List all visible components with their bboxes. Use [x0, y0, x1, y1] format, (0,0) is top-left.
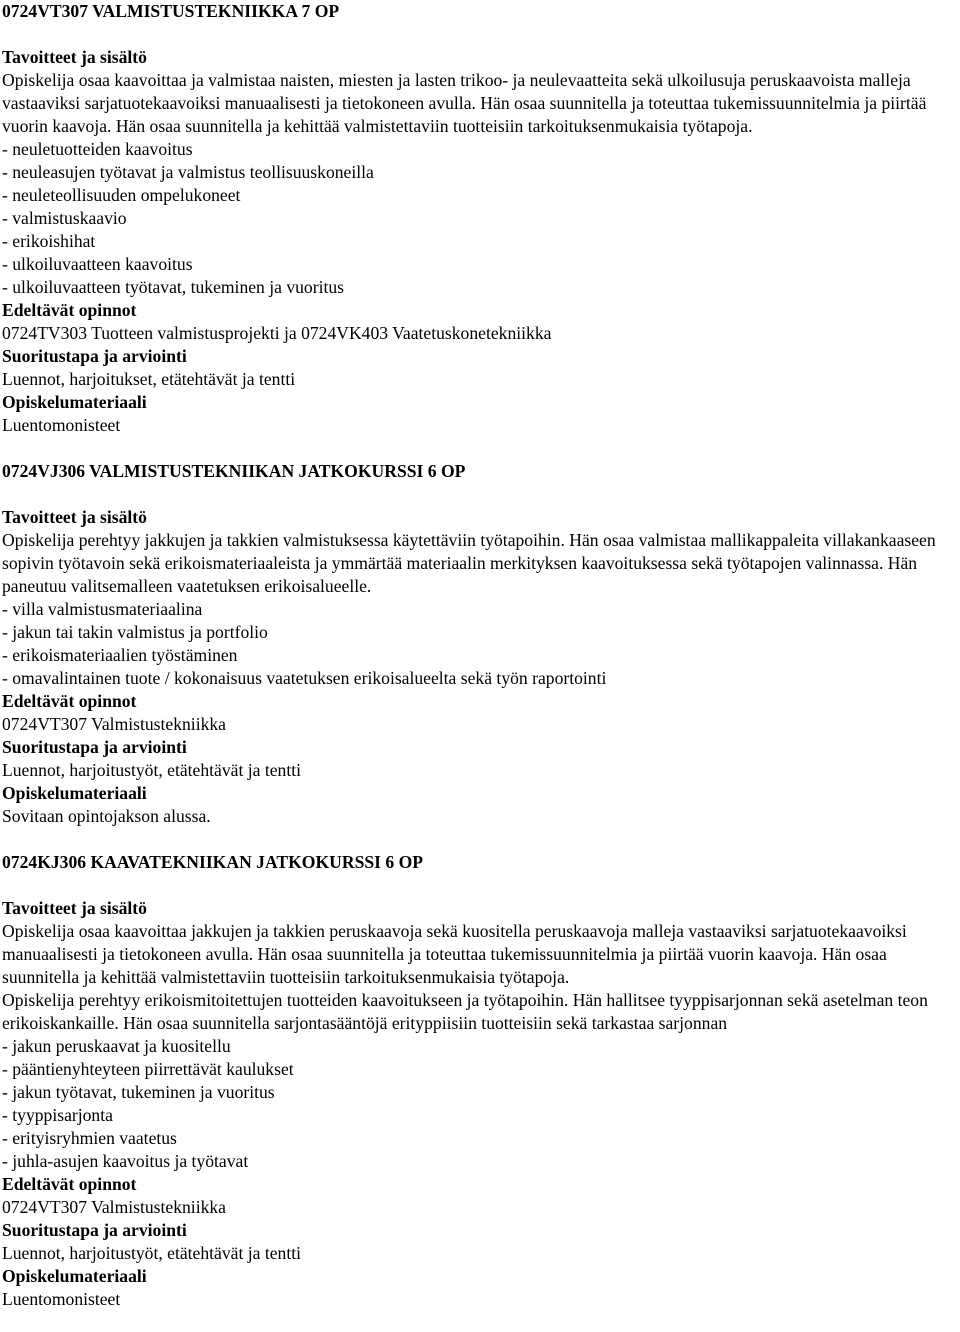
goals-text-second: Opiskelija perehtyy erikoismitoitettujen tuotteiden kaavoitukseen ja työtapoihin. Hän hallitsee tyyppisarjonnan sekä asetelman teon erikoiskankaille. Hän osaa suunnitella sarjontasääntöjä erityppiisiin tuotteisiin sekä tarkastaa sarjonnan: [2, 990, 928, 1033]
spacer: [2, 828, 960, 851]
list-item: - ulkoiluvaatteen työtavat, tukeminen ja vuoritus: [2, 277, 345, 297]
material-heading: Opiskelumateriaali: [2, 1266, 147, 1286]
prereq-text: 0724VT307 Valmistustekniikka: [2, 1197, 226, 1217]
goals-heading: Tavoitteet ja sisältö: [2, 507, 147, 527]
method-heading: Suoritustapa ja arviointi: [2, 346, 187, 366]
course-title: 0724KJ306 KAAVATEKNIIKAN JATKOKURSSI 6 OP: [2, 852, 424, 872]
prereq-heading: Edeltävät opinnot: [2, 691, 137, 711]
list-item: - juhla-asujen kaavoitus ja työtavat: [2, 1151, 249, 1171]
list-item: - erikoismateriaalien työstäminen: [2, 645, 238, 665]
goals-text: Opiskelija osaa kaavoittaa jakkujen ja takkien peruskaavoja sekä kuositella peruskaavoja malleja vastaaviksi sarjatuotekaavoiksi manuaalisesti ja tietokoneen avulla. Hän osaa suunnitella ja toteuttaa tukemissuunnitelmia ja piirtää vuorin kaavoja. Hän osaa suunnitella ja kehittää valmistettaviin tuotteisiin tarkoituksenmukaisia työtapoja.: [2, 921, 907, 987]
list-item: - erikoishihat: [2, 231, 96, 251]
list-item: - jakun työtavat, tukeminen ja vuoritus: [2, 1082, 275, 1102]
spacer: [2, 23, 960, 46]
material-text: Luentomonisteet: [2, 1289, 121, 1309]
list-item: - tyyppisarjonta: [2, 1105, 113, 1125]
spacer: [2, 437, 960, 460]
goals-heading: Tavoitteet ja sisältö: [2, 47, 147, 67]
prereq-text: 0724TV303 Tuotteen valmistusprojekti ja 0724VK403 Vaatetuskonetekniikka: [2, 323, 552, 343]
material-text: Luentomonisteet: [2, 415, 121, 435]
goals-text: Opiskelija perehtyy jakkujen ja takkien valmistuksessa käytettäviin työtapoihin. Hän osaa valmistaa mallikappaleita villakankaaseen sopivin työtavoin sekä erikoismateriaaleista ja ymmärtää materiaalin merkityksen kaavoituksessa sekä työtapojen valinnassa. Hän paneutuu valitsemalleen vaatetuksen erikoisalueelle.: [2, 530, 936, 596]
list-item: - erityisryhmien vaatetus: [2, 1128, 177, 1148]
method-heading: Suoritustapa ja arviointi: [2, 1220, 187, 1240]
spacer: [2, 483, 960, 506]
prereq-heading: Edeltävät opinnot: [2, 300, 137, 320]
content-list: [2, 1035, 960, 1173]
method-text: Luennot, harjoitustyöt, etätehtävät ja tentti: [2, 760, 302, 780]
method-heading: Suoritustapa ja arviointi: [2, 737, 187, 757]
prereq-heading: Edeltävät opinnot: [2, 1174, 137, 1194]
list-item: - neuleteollisuuden ompelukoneet: [2, 185, 241, 205]
goals-heading: Tavoitteet ja sisältö: [2, 898, 147, 918]
course-section-valmistustekniikka: [2, 0, 960, 437]
method-text: Luennot, harjoitustyöt, etätehtävät ja tentti: [2, 1243, 302, 1263]
goals-text: Opiskelija osaa kaavoittaa ja valmistaa naisten, miesten ja lasten trikoo- ja neulevaatteita sekä ulkoilusuja peruskaavoista malleja vastaaviksi sarjatuotekaavoiksi manuaalisesti ja tietokoneen avulla. Hän osaa suunnitella ja toteuttaa tukemissuunnitelmia ja piirtää vuorin kaavoja. Hän osaa suunnitella ja kehittää valmistettaviin tuotteisiin tarkoituksenmukaisia työtapoja.: [2, 70, 927, 136]
list-item: - valmistuskaavio: [2, 208, 127, 228]
material-heading: Opiskelumateriaali: [2, 392, 147, 412]
list-item: - villa valmistusmateriaalina: [2, 599, 203, 619]
list-item: - neuletuotteiden kaavoitus: [2, 139, 193, 159]
course-section-valmistustekniikan-jatkokurssi: [2, 460, 960, 828]
course-section-kaavatekniikan-jatkokurssi: [2, 851, 960, 1311]
list-item: - jakun peruskaavat ja kuositellu: [2, 1036, 231, 1056]
list-item: - ulkoiluvaatteen kaavoitus: [2, 254, 193, 274]
content-list: [2, 138, 960, 299]
course-title: 0724VJ306 VALMISTUSTEKNIIKAN JATKOKURSSI 6 OP: [2, 461, 466, 481]
list-item: - pääntienyhteyteen piirrettävät kaulukset: [2, 1059, 294, 1079]
method-text: Luennot, harjoitukset, etätehtävät ja tentti: [2, 369, 296, 389]
list-item: - jakun tai takin valmistus ja portfolio: [2, 622, 268, 642]
content-list: [2, 598, 960, 690]
spacer: [2, 874, 960, 897]
list-item: - omavalintainen tuote / kokonaisuus vaatetuksen erikoisalueelta sekä työn raportointi: [2, 668, 607, 688]
material-text: Sovitaan opintojakson alussa.: [2, 806, 211, 826]
list-item: - neuleasujen työtavat ja valmistus teollisuuskoneilla: [2, 162, 374, 182]
prereq-text: 0724VT307 Valmistustekniikka: [2, 714, 226, 734]
course-title: 0724VT307 VALMISTUSTEKNIIKKA 7 OP: [2, 1, 340, 21]
material-heading: Opiskelumateriaali: [2, 783, 147, 803]
